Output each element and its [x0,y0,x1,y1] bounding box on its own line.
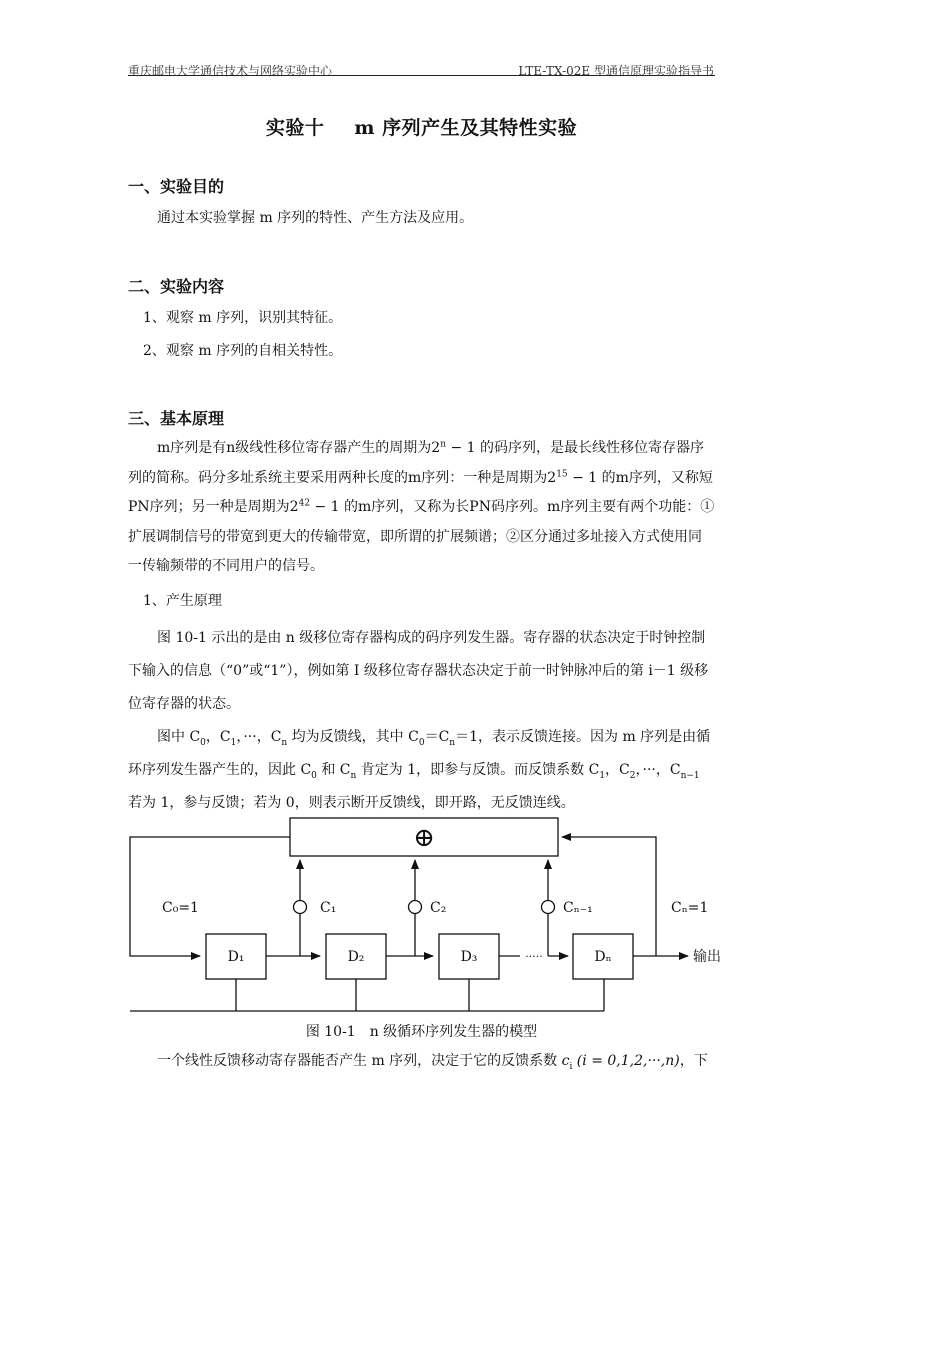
register-d3-label: D₃ [460,949,478,965]
tap-c2-label: C₂ [430,900,447,916]
section2-item1: 1、观察 m 序列，识别其特征。 [143,310,343,326]
figure-10-1-diagram [0,800,950,1020]
tap-c2-switch [409,901,422,914]
tap-cn1-switch [542,901,555,914]
register-dn-label: Dₙ [594,949,612,965]
last-paragraph: 一个线性反馈移动寄存器能否产生 m 序列，决定于它的反馈系数 $c_i$ (i = 0,1,2,···,n)，下 [157,1053,708,1072]
header-right: LTE-TX-02E 型通信原理实验指导书 [518,64,714,78]
section1-heading: 一、实验目的 [128,177,225,196]
tap-cn1-label: Cₙ₋₁ [563,900,593,916]
title-part2: m 序列产生及其特性实验 [354,117,578,139]
tap-c1-switch [294,901,307,914]
section3-heading: 三、基本原理 [128,409,225,428]
figure-caption: 图 10-1 n 级循环序列发生器的模型 [305,1024,538,1040]
section3-paragraph2: 图 10-1 示出的是由 n 级移位寄存器构成的码序列发生器。寄存器的状态决定于时钟控制下输入的信息（“0”或“1”），例如第 I 级移位寄存器状态决定于前一时钟脉冲后的第 i－1 级移位寄存器的状态。 [128,630,709,712]
register-d2-label: D₂ [347,949,365,965]
section3-paragraph1: m序列是有n级线性移位寄存器产生的周期为$2^n - 1$ 的码序列，是最长线性移位寄存器序列的简称。码分多址系统主要采用两种长度的m序列：一种是周期为$2^{15} - 1$ 的m序列，又称短PN序列；另一种是周期为$2^{42} - 1$ 的m序列，又称为长PN码序列。m序列主要有两个功能：①扩展调制信号的带宽到更大的传输带宽，即所谓的扩展频谱；②区分通过多址接入方式使用同一传输频带的不同用户的信号。 [128,439,715,574]
title-part1: 实验十 [265,117,325,139]
header-left: 重庆邮电大学通信技术与网络实验中心 [128,64,333,78]
section3-paragraph3: 图中 $C_0$，$C_1$，···，$C_n$ 均为反馈线，其中 $C_0=C_n=1$，表示反馈连接。因为 m 序列是由循环序列发生器产生的，因此 $C_0$ 和 $C_n$ 肯定为 1，即参与反馈。而反馈系数 $C_1$，$C_2$，···，$C_{n-1}$ 若为 1，参与反馈；若为 0，则表示断开反馈线，即开路，无反馈连线。 [128,729,711,811]
register-d1-label: D₁ [227,949,245,965]
tap-c1-label: C₁ [320,900,337,916]
section1-text: 通过本实验掌握 m 序列的特性、产生方法及应用。 [157,210,474,226]
section2-heading: 二、实验内容 [128,277,225,296]
page-title [128,113,715,140]
header-rule [128,75,715,76]
xor-symbol: ⊕ [413,823,435,853]
section3-sub1: 1、产生原理 [143,593,222,609]
section2-item2: 2、观察 m 序列的自相关特性。 [143,343,343,359]
chain-dots: ····· [525,950,543,963]
cn-label: Cₙ=1 [671,900,709,916]
output-label: 输出 [693,949,721,965]
c0-label: C₀=1 [162,900,199,916]
